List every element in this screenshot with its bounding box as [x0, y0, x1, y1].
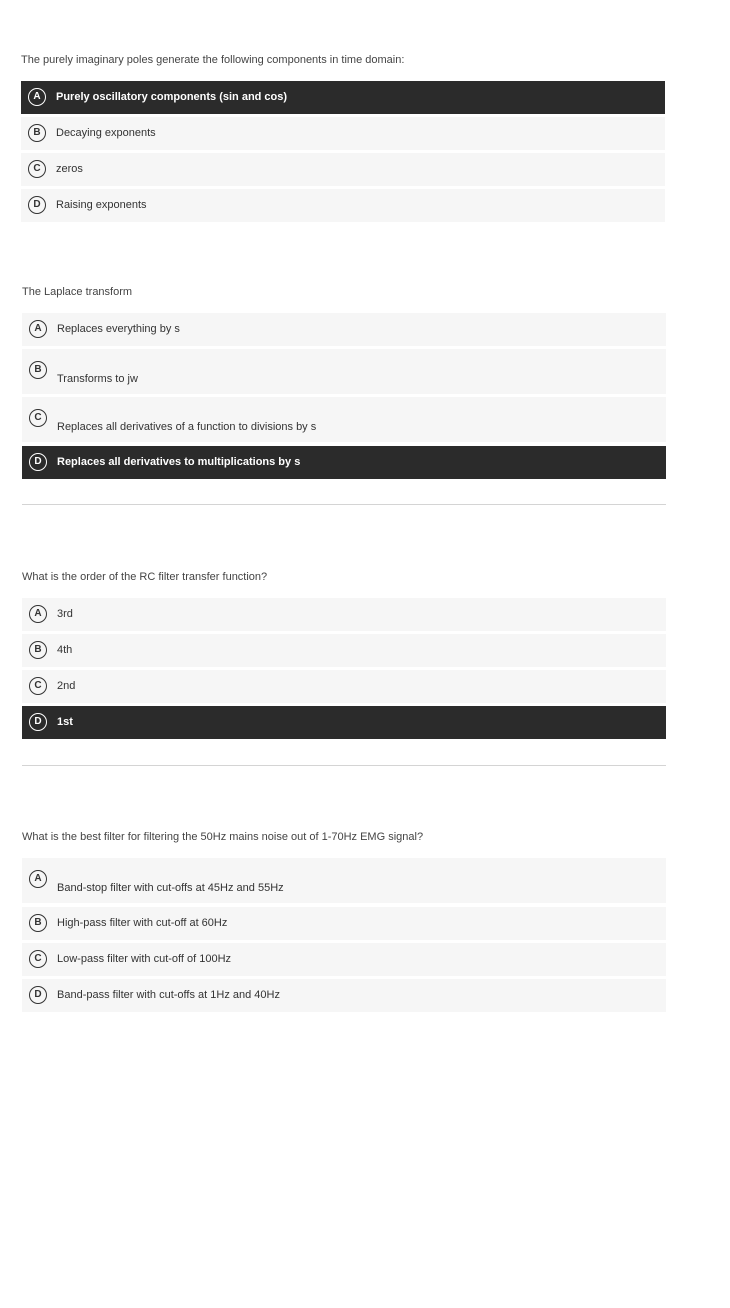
question-4-prompt: What is the best filter for filtering the 50Hz mains noise out of 1-70Hz EMG signal?: [22, 831, 424, 843]
option-label: High-pass filter with cut-off at 60Hz: [57, 917, 228, 929]
option-letter-badge: C: [29, 950, 47, 968]
option-letter-badge: C: [28, 160, 46, 178]
q4-option-a[interactable]: [22, 858, 666, 903]
option-label: Decaying exponents: [56, 127, 156, 139]
option-label: Raising exponents: [56, 199, 147, 211]
q1-option-c[interactable]: [21, 153, 665, 186]
q2-option-c[interactable]: [22, 397, 666, 442]
question-divider: [22, 504, 666, 505]
q2-option-d[interactable]: [22, 446, 666, 479]
q1-option-a[interactable]: [21, 81, 665, 114]
option-letter-badge: B: [29, 914, 47, 932]
q4-option-d[interactable]: [22, 979, 666, 1012]
option-letter-badge: D: [29, 986, 47, 1004]
q3-option-a[interactable]: [22, 598, 666, 631]
q4-option-c[interactable]: [22, 943, 666, 976]
question-1-prompt: The purely imaginary poles generate the following components in time domain:: [21, 54, 405, 66]
option-label: Band-stop filter with cut-offs at 45Hz and 55Hz: [57, 882, 284, 894]
option-label: Replaces everything by s: [57, 323, 180, 335]
option-letter-badge: A: [29, 605, 47, 623]
q3-option-b[interactable]: [22, 634, 666, 667]
option-label: Transforms to jw: [57, 373, 138, 385]
option-label: Replaces all derivatives to multiplications by s: [57, 456, 301, 468]
q3-option-d[interactable]: [22, 706, 666, 739]
option-letter-badge: C: [29, 409, 47, 427]
option-letter-badge: A: [28, 88, 46, 106]
option-letter-badge: B: [29, 361, 47, 379]
option-letter-badge: D: [29, 713, 47, 731]
q2-option-a[interactable]: [22, 313, 666, 346]
option-letter-badge: C: [29, 677, 47, 695]
option-letter-badge: D: [29, 453, 47, 471]
option-letter-badge: A: [29, 320, 47, 338]
option-label: Band-pass filter with cut-offs at 1Hz and 40Hz: [57, 989, 280, 1001]
option-label: Low-pass filter with cut-off of 100Hz: [57, 953, 232, 965]
option-letter-badge: A: [29, 870, 47, 888]
q1-option-b[interactable]: [21, 117, 665, 150]
q2-option-b[interactable]: [22, 349, 666, 394]
option-label: 3rd: [57, 608, 73, 620]
option-label: Purely oscillatory components (sin and cos): [56, 91, 288, 103]
option-label: 1st: [57, 716, 73, 728]
option-letter-badge: D: [28, 196, 46, 214]
option-letter-badge: B: [28, 124, 46, 142]
question-3-prompt: What is the order of the RC filter transfer function?: [22, 571, 268, 583]
option-label: 4th: [57, 644, 73, 656]
q1-option-d[interactable]: [21, 189, 665, 222]
option-label: Replaces all derivatives of a function to divisions by s: [57, 421, 317, 433]
q4-option-b[interactable]: [22, 907, 666, 940]
question-2-prompt: The Laplace transform: [22, 286, 133, 298]
option-label: 2nd: [57, 680, 76, 692]
option-label: zeros: [56, 163, 83, 175]
option-letter-badge: B: [29, 641, 47, 659]
q3-option-c[interactable]: [22, 670, 666, 703]
question-divider: [22, 765, 666, 766]
